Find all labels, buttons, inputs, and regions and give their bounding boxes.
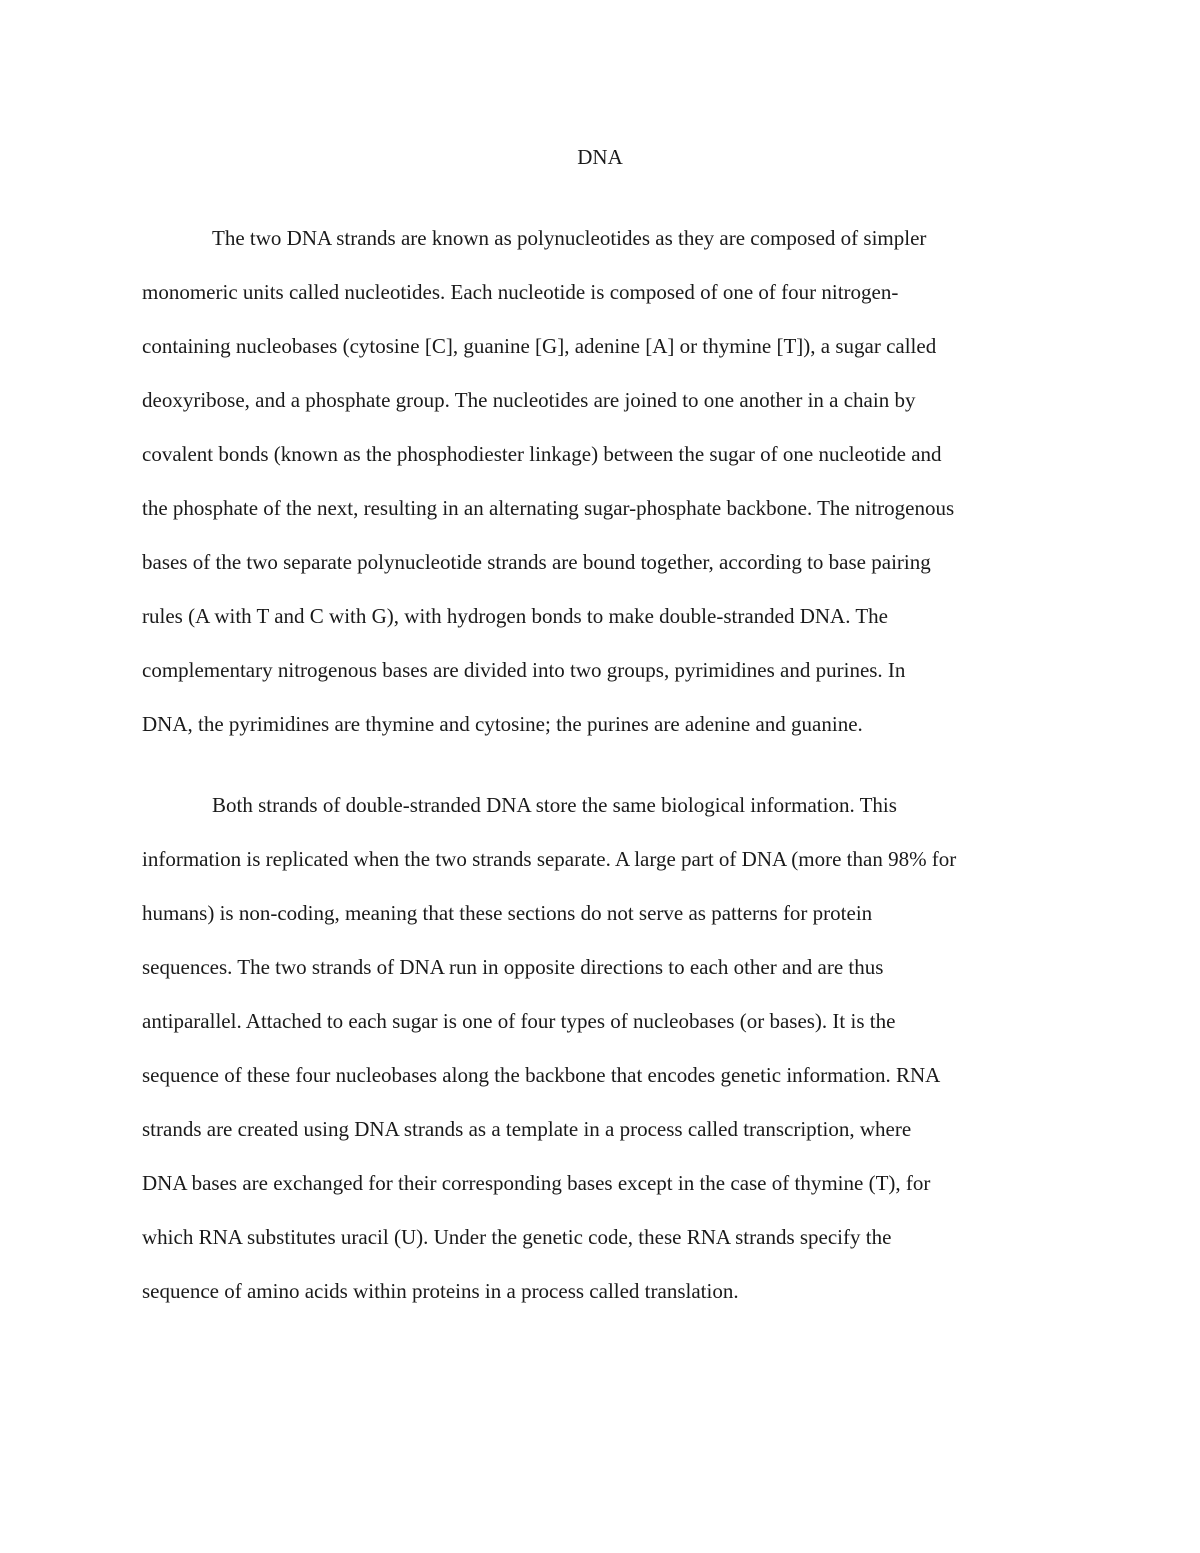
paragraph-1-line-7: bases of the two separate polynucleotide strands are bound together, according to base pairing bbox=[142, 550, 931, 574]
paragraph-2-line-9: which RNA substitutes uracil (U). Under the genetic code, these RNA strands specify the bbox=[142, 1225, 892, 1249]
paragraph-2-line-2: information is replicated when the two strands separate. A large part of DNA (more than 98% for bbox=[142, 847, 957, 871]
document-title: DNA bbox=[577, 145, 623, 169]
paragraph-2-line-4: sequences. The two strands of DNA run in opposite directions to each other and are thus bbox=[142, 955, 884, 979]
paragraph-1-line-6: the phosphate of the next, resulting in an alternating sugar-phosphate backbone. The nitrogenous bbox=[142, 496, 955, 520]
paragraph-2-line-1: Both strands of double-stranded DNA store the same biological information. This bbox=[212, 793, 897, 817]
paragraph-1-line-3: containing nucleobases (cytosine [C], guanine [G], adenine [A] or thymine [T]), a sugar called bbox=[142, 334, 937, 358]
paragraph-2-line-6: sequence of these four nucleobases along the backbone that encodes genetic information. RNA bbox=[142, 1063, 941, 1087]
paragraph-1-line-1: The two DNA strands are known as polynucleotides as they are composed of simpler bbox=[212, 226, 927, 250]
paragraph-2-line-3: humans) is non-coding, meaning that these sections do not serve as patterns for protein bbox=[142, 901, 873, 925]
paragraph-2-line-8: DNA bases are exchanged for their corresponding bases except in the case of thymine (T), for bbox=[142, 1171, 931, 1195]
paragraph-1-line-8: rules (A with T and C with G), with hydrogen bonds to make double-stranded DNA. The bbox=[142, 604, 888, 628]
paragraph-2-line-5: antiparallel. Attached to each sugar is one of four types of nucleobases (or bases). It is the bbox=[142, 1009, 896, 1033]
paragraph-1-line-5: covalent bonds (known as the phosphodiester linkage) between the sugar of one nucleotide and bbox=[142, 442, 942, 466]
paragraph-1-line-10: DNA, the pyrimidines are thymine and cytosine; the purines are adenine and guanine. bbox=[142, 712, 863, 736]
paragraph-1-line-9: complementary nitrogenous bases are divided into two groups, pyrimidines and purines. In bbox=[142, 658, 906, 682]
paragraph-2-line-7: strands are created using DNA strands as a template in a process called transcription, where bbox=[142, 1117, 912, 1141]
paragraph-1-line-4: deoxyribose, and a phosphate group. The nucleotides are joined to one another in a chain by bbox=[142, 388, 916, 412]
paragraph-2-line-10: sequence of amino acids within proteins in a process called translation. bbox=[142, 1279, 739, 1303]
paragraph-1-line-2: monomeric units called nucleotides. Each nucleotide is composed of one of four nitrogen- bbox=[142, 280, 899, 304]
